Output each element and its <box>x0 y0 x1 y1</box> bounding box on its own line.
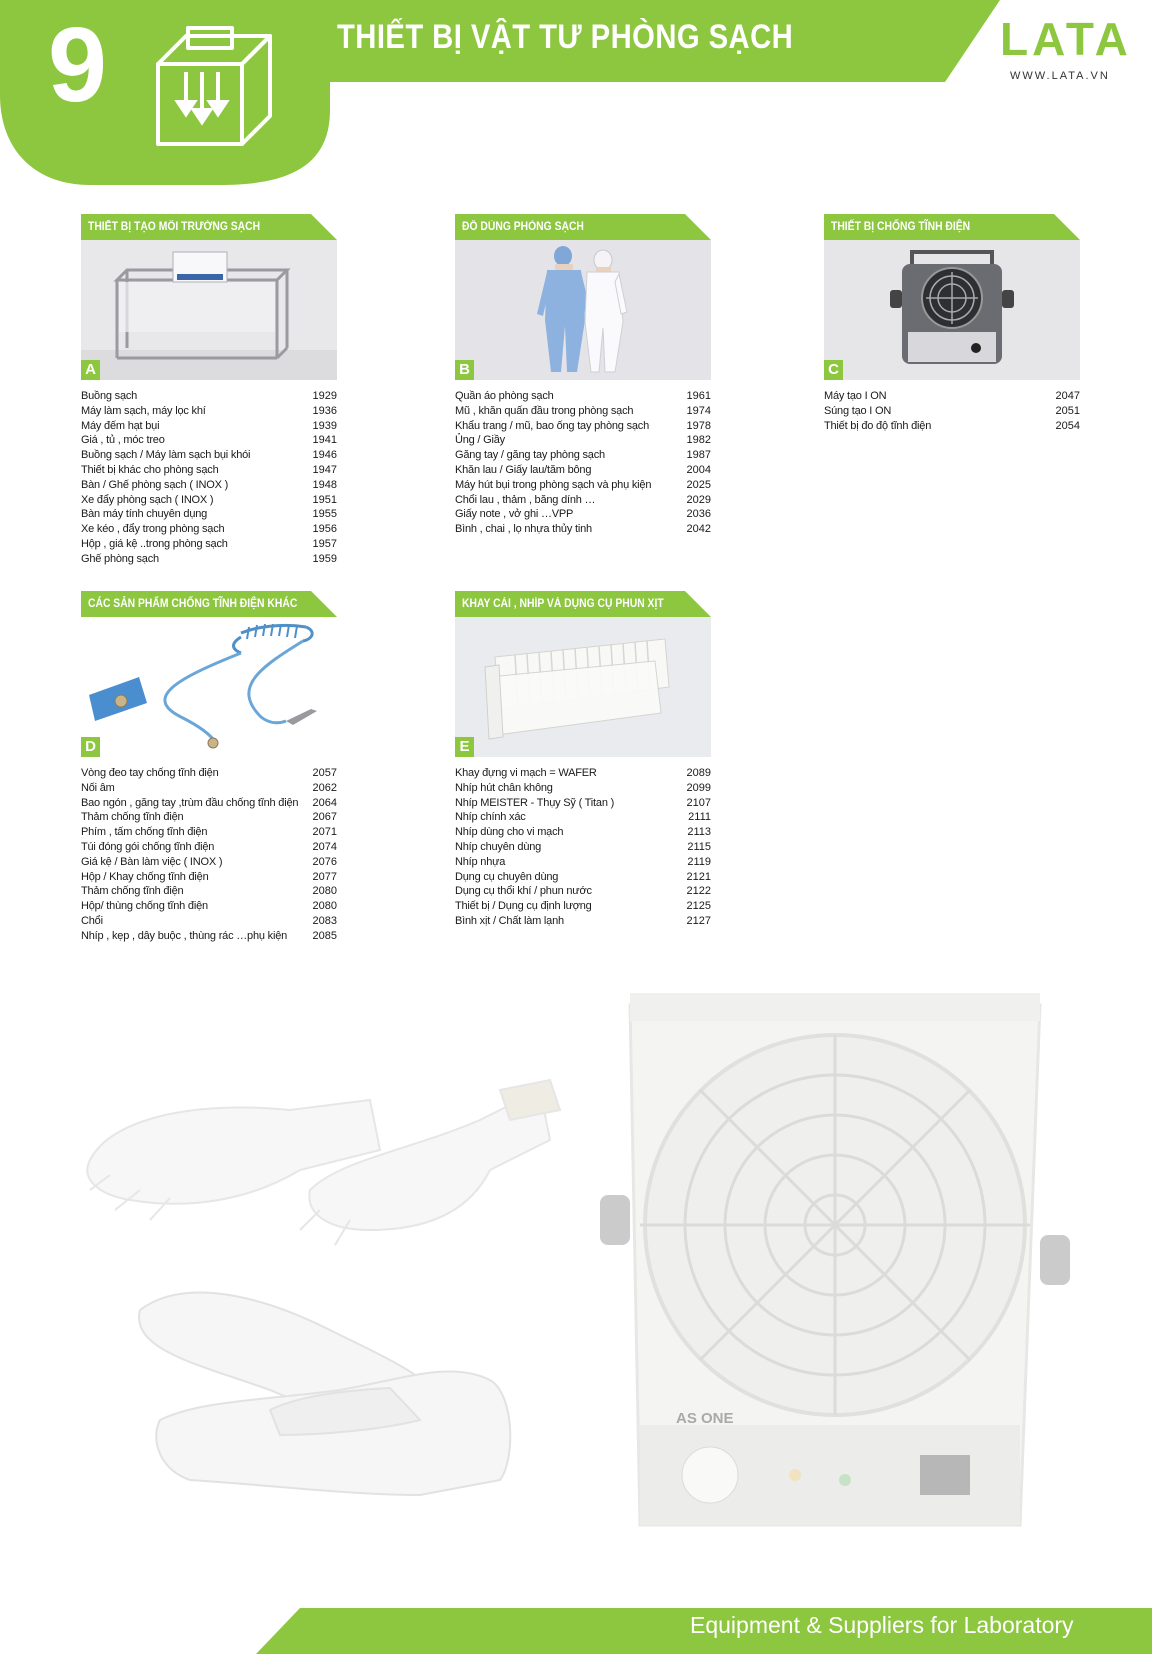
page-title: THIẾT BỊ VẬT TƯ PHÒNG SẠCH <box>337 18 794 56</box>
list-item[interactable]: Hộp , giá kệ ..trong phòng sạch 1957 <box>81 537 337 550</box>
list-item[interactable]: Nối âm 2062 <box>81 781 337 794</box>
gloves-photo <box>70 1040 570 1260</box>
category-b <box>455 214 715 537</box>
shoes-photo <box>120 1270 550 1530</box>
item-list <box>81 389 337 567</box>
category-header <box>824 214 1084 240</box>
list-item[interactable]: Nhíp nhựa 2119 <box>455 855 711 868</box>
wrist-strap-photo <box>81 617 337 757</box>
category-letter: D <box>81 737 100 757</box>
list-item[interactable]: Chổi lau , thảm , băng dính … 2029 <box>455 493 711 506</box>
list-item[interactable]: Thiết bị khác cho phòng sạch 1947 <box>81 463 337 476</box>
list-item[interactable]: Mũ , khăn quấn đầu trong phòng sạch 1974 <box>455 404 711 417</box>
category-a <box>81 214 341 567</box>
list-item[interactable]: Ủng / Giầy 1982 <box>455 434 711 447</box>
website-url[interactable]: WWW.LATA.VN <box>1010 70 1110 82</box>
category-title: ĐỒ DÙNG PHÒNG SẠCH <box>462 221 584 233</box>
list-item[interactable]: Quần áo phòng sạch 1961 <box>455 390 711 402</box>
list-item[interactable]: Nhíp , kẹp , dây buộc , thùng rác …phụ kiện 2085 <box>81 929 337 942</box>
list-item[interactable]: Chổi 2083 <box>81 914 337 927</box>
list-item[interactable]: Máy hút bụi trong phòng sạch và phụ kiện 2025 <box>455 478 711 491</box>
list-item[interactable]: Bàn máy tính chuyên dụng 1955 <box>81 508 337 521</box>
category-letter: A <box>81 360 100 380</box>
wafer-tray-photo <box>455 617 711 757</box>
list-item[interactable]: Nhíp hút chân không 2099 <box>455 781 711 794</box>
list-item[interactable]: Dụng cụ thổi khí / phun nước 2122 <box>455 885 711 898</box>
list-item[interactable]: Túi đóng gói chống tĩnh điện 2074 <box>81 840 337 853</box>
category-letter: E <box>455 737 474 757</box>
list-item[interactable]: Hộp / Khay chống tĩnh điện 2077 <box>81 870 337 883</box>
list-item[interactable]: Thảm chống tĩnh điện 2067 <box>81 811 337 824</box>
list-item[interactable]: Buồng sạch / Máy làm sạch bụi khói 1946 <box>81 449 337 462</box>
list-item[interactable]: Giấy note , vở ghi …VPP 2036 <box>455 508 711 521</box>
category-letter: C <box>824 360 843 380</box>
list-item[interactable]: Phím , tấm chống tĩnh điện 2071 <box>81 826 337 839</box>
list-item[interactable]: Ghế phòng sạch 1959 <box>81 552 337 565</box>
category-c <box>824 214 1084 433</box>
list-item[interactable]: Nhíp chuyên dùng 2115 <box>455 840 711 853</box>
list-item[interactable]: Súng tạo I ON 2051 <box>824 404 1080 417</box>
ionizer-brand-label: AS ONE <box>676 1410 734 1427</box>
list-item[interactable]: Khẩu trang / mũ, bao ống tay phòng sạch 1978 <box>455 419 711 432</box>
list-item[interactable]: Bao ngón , găng tay ,trùm đầu chống tĩnh điện 2064 <box>81 796 337 809</box>
list-item[interactable]: Thiết bị / Dụng cụ định lượng 2125 <box>455 900 711 913</box>
ionizer-fan-photo <box>824 240 1080 380</box>
list-item[interactable]: Máy tạo I ON 2047 <box>824 390 1080 402</box>
list-item[interactable]: Xe kéo , đẩy trong phòng sạch 1956 <box>81 523 337 536</box>
clean-bench-photo <box>81 240 337 380</box>
footer-tagline: Equipment & Suppliers for Laboratory <box>690 1612 1074 1638</box>
item-list <box>824 389 1080 433</box>
list-item[interactable]: Xe đẩy phòng sạch ( INOX ) 1951 <box>81 493 337 506</box>
category-header <box>455 591 715 617</box>
list-item[interactable]: Khăn lau / Giấy lau/tăm bông 2004 <box>455 463 711 476</box>
list-item[interactable]: Máy đếm hạt bụi 1939 <box>81 419 337 432</box>
ionizer-large-photo <box>600 985 1070 1545</box>
category-header <box>81 214 341 240</box>
list-item[interactable]: Bình xịt / Chất làm lạnh 2127 <box>455 914 711 927</box>
item-list <box>81 766 337 944</box>
list-item[interactable]: Thảm chống tĩnh điện 2080 <box>81 885 337 898</box>
list-item[interactable]: Thiết bị đo độ tĩnh điện 2054 <box>824 419 1080 432</box>
list-item[interactable]: Khay đựng vi mạch = WAFER 2089 <box>455 767 711 779</box>
list-item[interactable]: Găng tay / găng tay phòng sạch 1987 <box>455 449 711 462</box>
list-item[interactable]: Giá kệ / Bàn làm việc ( INOX ) 2076 <box>81 855 337 868</box>
list-item[interactable]: Vòng đeo tay chống tĩnh điện 2057 <box>81 767 337 779</box>
category-title: THIẾT BỊ CHỐNG TĨNH ĐIỆN <box>831 221 971 233</box>
list-item[interactable]: Giá , tủ , móc treo 1941 <box>81 434 337 447</box>
category-header <box>81 591 341 617</box>
category-title: KHAY CÀI , NHÍP VÀ DỤNG CỤ PHUN XỊT <box>462 598 664 610</box>
list-item[interactable]: Nhíp dùng cho vi mạch 2113 <box>455 826 711 839</box>
category-letter: B <box>455 360 474 380</box>
category-header <box>455 214 715 240</box>
list-item[interactable]: Dụng cụ chuyên dùng 2121 <box>455 870 711 883</box>
list-item[interactable]: Nhíp chính xác 2111 <box>455 811 711 824</box>
list-item[interactable]: Hộp/ thùng chống tĩnh điện 2080 <box>81 900 337 913</box>
cleanroom-suits-photo <box>455 240 711 380</box>
item-list <box>455 389 711 537</box>
list-item[interactable]: Buồng sạch 1929 <box>81 390 337 402</box>
brand-logo: LATA <box>1000 13 1132 65</box>
category-e <box>455 591 715 929</box>
cleanroom-box-icon <box>146 22 286 152</box>
list-item[interactable]: Nhíp MEISTER - Thụy Sỹ ( Titan ) 2107 <box>455 796 711 809</box>
category-title: THIẾT BỊ TẠO MÔI TRƯỜNG SẠCH <box>88 221 261 233</box>
category-title: CÁC SẢN PHẨM CHỐNG TĨNH ĐIỆN KHÁC <box>88 598 298 610</box>
chapter-number: 9 <box>48 6 107 124</box>
item-list <box>455 766 711 929</box>
category-d <box>81 591 341 944</box>
list-item[interactable]: Bàn / Ghế phòng sạch ( INOX ) 1948 <box>81 478 337 491</box>
list-item[interactable]: Máy làm sạch, máy lọc khí 1936 <box>81 404 337 417</box>
list-item[interactable]: Bình , chai , lọ nhựa thủy tinh 2042 <box>455 523 711 536</box>
